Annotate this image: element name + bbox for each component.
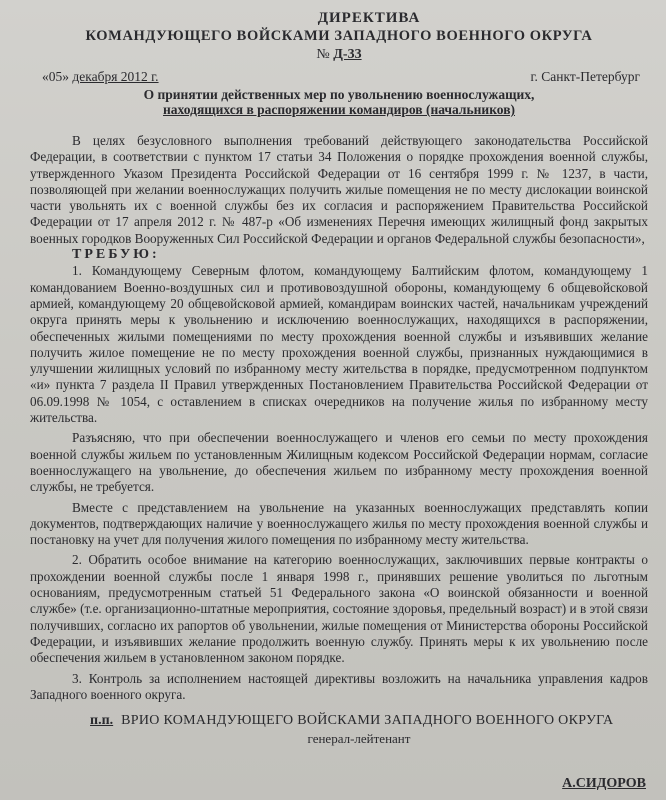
demand-heading: ТРЕБУЮ: <box>72 247 160 263</box>
date-day: «05» <box>42 69 69 84</box>
paragraph-clarification: Разъясняю, что при обеспечении военнослужащего и членов его семьи по месту прохождения военной службы жильем по установленным Жилищным кодексом Российской Федерации нормам, согласие военнослужащего на увольнение, до обеспечения жильем по избранному месту прохождения военной службы, не требуется. <box>30 430 648 495</box>
document-date <box>42 69 159 85</box>
document-body <box>30 133 648 703</box>
signatory-position: ВРИО КОМАНДУЮЩЕГО ВОЙСКАМИ ЗАПАДНОГО ВОЕННОГО ОКРУГА <box>121 713 614 729</box>
directive-number-line <box>30 47 648 63</box>
signatory-rank: генерал-лейтенант <box>307 731 411 747</box>
date-month-year: декабря 2012 г. <box>72 69 159 84</box>
paragraph-documents: Вместе с представлением на увольнение на указанных военнослужащих представлять копии документов, подтверждающих наличие у военнослужащего жилья по месту прохождения военной службы и постановку на учет для получения жилого помещения по избранному месту жительства. <box>30 499 648 548</box>
signature-pp: п.п. <box>90 713 114 729</box>
document-header <box>30 10 648 63</box>
paragraph-1: 1. Командующему Северным флотом, командующему Балтийским флотом, командующему 1 командованием Военно-воздушных сил и противовоздушной обороны, командующему 6 общевойсковой армией, командующему 20 общевойсковой армией, командирам воинских частей, начальникам учреждений округа принять меры к увольнению и исключению военнослужащих, находящихся в распоряжении, обеспеченных жилыми помещениями по месту прохождения военной службы и изъявивших желание получить жилое помещение не по месту прохождения военной службы, признанных нуждающимися в улучшении жилищных условий по избранному месту жительства в порядке, предусмотренном подпунктом «и» пункта 7 раздела II Правил утвержденных Постановлением Правительства Российской Федерации от 06.09.1998 № 1054, с оставлением в списках очередников на получение жилья по избранному месту жительства. <box>30 263 648 426</box>
issuer-line: КОМАНДУЮЩЕГО ВОЙСКАМИ ЗАПАДНОГО ВОЕННОГО ОКРУГА <box>85 28 593 44</box>
document-title: ДИРЕКТИВА <box>317 10 421 26</box>
signature-block <box>30 713 648 729</box>
document-place: г. Санкт-Петербург <box>530 69 640 84</box>
document-subject <box>30 87 648 117</box>
paragraph-2: 2. Обратить особое внимание на категорию военнослужащих, заключивших первые контракты о прохождении военной службы после 1 января 1998 г., принявших решение уволиться по льготным основаниям, предусмотренным статьей 51 Федерального закона «О воинской обязанности и военной службе» (т.е. организационно-штатные мероприятия, состояние здоровья, предельный возраст) и в этой связи получивших, согласно их рапортов об увольнении, жилые помещения от Министерства обороны Российской Федерации, и изъявивших желание продолжить военную службу. Принять меры к их увольнению после обеспечения жильем в установленном законом порядке. <box>30 552 648 666</box>
signatory-name: А.СИДОРОВ <box>562 776 646 791</box>
date-place-line <box>30 69 648 85</box>
directive-number: Д-33 <box>333 47 362 62</box>
subject-line-1: О принятии действенных мер по увольнению военнослужащих, <box>143 87 535 102</box>
subject-line-2: находящихся в распоряжении командиров (начальников) <box>163 102 515 117</box>
number-sign: № <box>316 47 330 62</box>
paragraph-3: 3. Контроль за исполнением настоящей директивы возложить на начальника управления кадров Западного военного округа. <box>30 670 648 702</box>
preamble-paragraph: В целях безусловного выполнения требований действующего законодательства Российской Федерации, в соответствии с пунктом 17 статьи 34 Положения о порядке прохождения военной службы, утвержденного Указом Президента Российской Федерации от 16 сентября 1999 г. № 1237, в части, позволяющей при желании военнослужащих получить жилые помещения не по месту дислокации воинской части увольнять их с военной службы без их согласия и распоряжением Правительства Российской Федерации от 17 апреля 2012 г. № 487-р «Об изменениях Перечня имеющих жилищный фонд закрытых военных городков Вооруженных Сил Российской Федерации и органов Федеральной службы безопасности», <box>30 133 648 246</box>
